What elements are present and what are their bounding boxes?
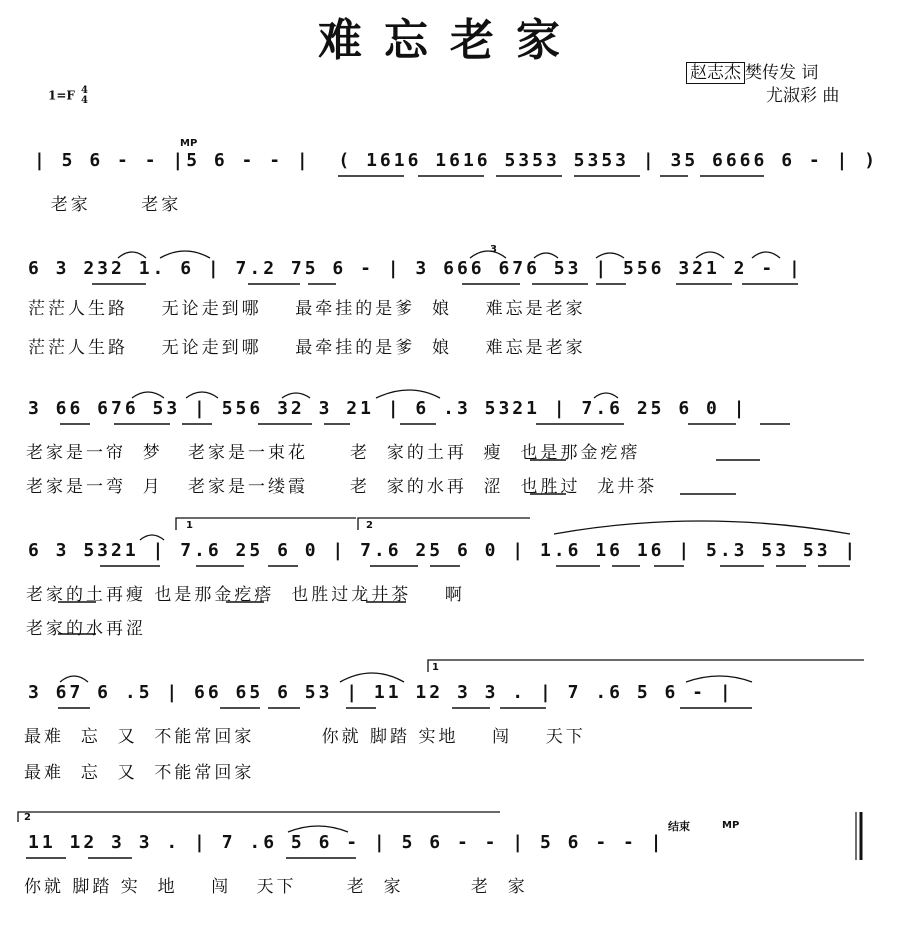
- lyric-row-6-1: 你就 脚踏 实 地 闯 天下 老 家 老 家: [24, 877, 528, 897]
- composer-tag: 曲: [822, 86, 840, 106]
- volta-2-row4: 2: [366, 520, 373, 531]
- lyric-tag: 词: [801, 63, 819, 83]
- time-top: 4: [80, 85, 88, 96]
- lyric-row-1-1: 老家 老家: [34, 195, 182, 215]
- notation-row-1: | 5 6 - - |5 6 - - | ( 1616 1616 5353 5353 | 35 6666 6 - | ): [34, 150, 879, 171]
- lyric-row-4-2: 老家的水再涩: [26, 619, 146, 639]
- lyric-row-4-1: 老家的土再瘦 也是那金疙瘩 也胜过龙井茶 啊: [26, 585, 465, 605]
- lyric-row-5-2: 最难 忘 又 不能常回家: [24, 763, 255, 783]
- notation-row-2: 6 3 232 1. 6 | 7.2 75 6 - | 3 666 676 53 | 556 321 2 - |: [28, 258, 803, 279]
- volta-1-row4: 1: [186, 520, 193, 531]
- volta-2-row6: 2: [24, 812, 31, 823]
- key-label: 1=F: [48, 88, 75, 103]
- triplet-mark: 3: [490, 244, 497, 255]
- ending-mark: 结束: [668, 820, 690, 833]
- song-title: 难忘老家: [318, 15, 582, 66]
- composer: 尤淑彩: [766, 86, 817, 106]
- lyric-row-3-2: 老家是一弯 月 老家是一缕霞 老 家的水再 涩 也胜过 龙井茶: [26, 477, 658, 497]
- lyricist-other: 樊传发: [745, 63, 796, 83]
- notation-row-3: 3 66 676 53 | 556 32 3 21 | 6 .3 5321 | 7.6 25 6 0 |: [28, 398, 748, 419]
- notation-row-4: 6 3 5321 | 7.6 25 6 0 | 7.6 25 6 0 | 1.6 16 16 | 5.3 53 53 |: [28, 540, 859, 561]
- volta-1-row5: 1: [432, 662, 439, 673]
- mp-mark: MP: [180, 138, 198, 149]
- lyric-row-2-1: 茫茫人生路 无论走到哪 最牵挂的是爹 娘 难忘是老家: [28, 299, 586, 319]
- notation-row-5: 3 67 6 .5 | 66 65 6 53 | 11 12 3 3 . | 7 .6 5 6 - |: [28, 682, 734, 703]
- time-bottom: 4: [80, 95, 88, 106]
- lyric-row-2-2: 茫茫人生路 无论走到哪 最牵挂的是爹 娘 难忘是老家: [28, 338, 586, 358]
- notation-row-6: 11 12 3 3 . | 7 .6 5 6 - | 5 6 - - | 5 6 - - |: [28, 832, 665, 853]
- lyricist-boxed: 赵志杰: [686, 62, 745, 84]
- lyric-row-3-1: 老家是一帘 梦 老家是一束花 老 家的土再 瘦 也是那金疙瘩: [26, 443, 641, 463]
- mp-mark-end: MP: [722, 820, 740, 831]
- lyric-row-5-1: 最难 忘 又 不能常回家 你就 脚踏 实地 闯 天下: [24, 727, 586, 747]
